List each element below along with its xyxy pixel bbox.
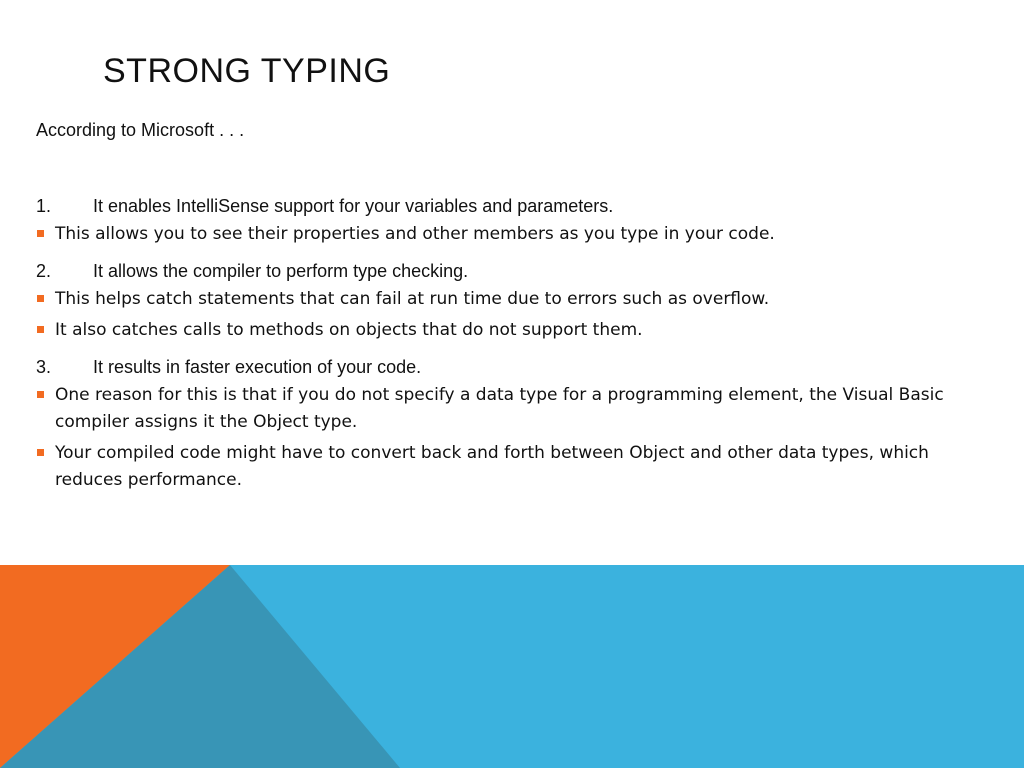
slide-content [36, 193, 986, 504]
square-bullet-icon [37, 449, 44, 456]
point-number: 3. [36, 357, 52, 377]
bullet-text: One reason for this is that if you do not specify a data type for a programming element, the Visual Basic compiler assigns it the Object type. [55, 385, 944, 432]
point-2 [36, 258, 986, 284]
bullet-text: Your compiled code might have to convert back and forth between Object and other data types, which reduces performance. [55, 443, 929, 490]
point-3 [36, 354, 986, 380]
square-bullet-icon [37, 391, 44, 398]
bullet-item [36, 382, 986, 436]
bullet-text: This helps catch statements that can fail at run time due to errors such as overflow. [55, 289, 770, 309]
point-heading: It results in faster execution of your code. [93, 357, 422, 377]
point-heading: It enables IntelliSense support for your variables and parameters. [93, 196, 614, 216]
point-number: 1. [36, 196, 52, 216]
bullet-item [36, 221, 986, 248]
intro-text: According to Microsoft . . . [36, 120, 245, 140]
bullet-list [36, 286, 986, 344]
bullet-item [36, 286, 986, 313]
bullet-text: This allows you to see their properties and other members as you type in your code. [55, 224, 775, 244]
point-1 [36, 193, 986, 219]
bullet-item [36, 317, 986, 344]
square-bullet-icon [37, 295, 44, 302]
bullet-text: It also catches calls to methods on objects that do not support them. [55, 320, 643, 340]
square-bullet-icon [37, 230, 44, 237]
bullet-list [36, 221, 986, 248]
point-number: 2. [36, 261, 52, 281]
bullet-list [36, 382, 986, 494]
slide-title: STRONG TYPING [103, 52, 391, 90]
footer-decoration [0, 565, 1024, 768]
square-bullet-icon [37, 326, 44, 333]
point-heading: It allows the compiler to perform type checking. [93, 261, 469, 281]
bullet-item [36, 440, 986, 494]
